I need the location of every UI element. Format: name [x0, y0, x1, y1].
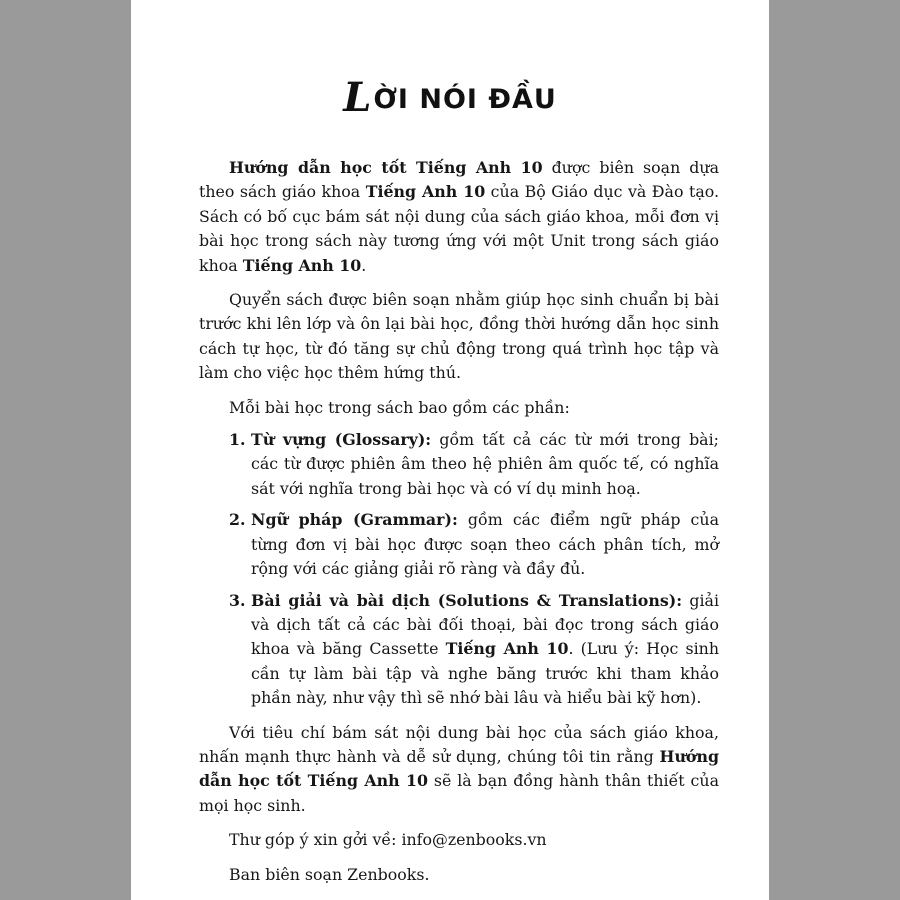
- text-span: được biên soạn dựa theo sách giáo khoa: [199, 158, 719, 202]
- text-span: .: [361, 255, 367, 275]
- paragraph-intro: [199, 156, 719, 278]
- list-item: [229, 508, 719, 581]
- contents-list: [229, 428, 719, 710]
- paragraph-contents-intro: Mỗi bài học trong sách bao gồm các phần:: [229, 397, 570, 417]
- book-title-bold: Hướng dẫn học tốt Tiếng Anh 10: [229, 158, 543, 177]
- book-page: [131, 0, 769, 900]
- list-heading: Từ vựng (Glossary):: [251, 430, 432, 450]
- list-text: gồm các điểm ngữ pháp của từng đơn vị bài học được soạn theo cách phân tích, mở rộng với các giảng giải rõ ràng và đầy đủ.: [251, 510, 719, 579]
- list-item: [229, 589, 719, 711]
- list-number: 1.: [229, 430, 246, 450]
- text-span: Với tiêu chí bám sát nội dung bài học của sách giáo khoa, nhấn mạnh thực hành và dễ sử dụng, chúng tôi tin rằng: [199, 722, 719, 766]
- list-bold: Tiếng Anh 10: [445, 639, 569, 659]
- book-name-bold: Tiếng Anh 10: [365, 182, 486, 202]
- title-rest: ỜI NÓI ĐẦU: [373, 84, 557, 115]
- list-heading: Ngữ pháp (Grammar):: [251, 510, 458, 530]
- paragraph-purpose: Quyển sách được biên soạn nhằm giúp học sinh chuẩn bị bài trước khi lên lớp và ôn lại bài học, đồng thời hướng dẫn học sinh cách tự học, từ đó tăng sự chủ động trong quá trình học tập và làm cho việc học thêm hứng thú.: [199, 290, 719, 383]
- paragraph-signature: Ban biên soạn Zenbooks.: [229, 864, 430, 884]
- text-span: của Bộ Giáo dục và Đào tạo. Sách có bố cục bám sát nội dung của sách giáo khoa, mỗi đơn vị bài học trong sách này tương ứng với một Unit trong sách giáo khoa: [199, 182, 720, 275]
- preface-body: [199, 156, 719, 887]
- paragraph-contact: Thư góp ý xin gởi về: info@zenbooks.vn: [229, 830, 547, 850]
- page-title: [131, 74, 769, 121]
- list-text: . (Lưu ý: Học sinh cần tự làm bài tập và nghe băng trước khi tham khảo phần này, như vậy thì sẽ nhớ bài lâu và hiểu bài kỹ hơn).: [251, 639, 720, 708]
- list-text: giải và dịch tất cả các bài đối thoại, bài đọc trong sách giáo khoa và băng Cassette: [251, 590, 719, 659]
- paragraph-conclusion: [199, 721, 719, 819]
- list-text: gồm tất cả các từ mới trong bài; các từ được phiên âm theo hệ phiên âm quốc tế, có nghĩa sát với nghĩa trong bài học và có ví dụ minh hoạ.: [251, 430, 719, 498]
- list-heading: Bài giải và bài dịch (Solutions & Translations):: [251, 590, 683, 610]
- list-number: 2.: [229, 510, 246, 530]
- book-name-bold: Tiếng Anh 10: [242, 255, 362, 275]
- text-span: sẽ là bạn đồng hành thân thiết của mọi học sinh.: [199, 771, 719, 815]
- title-initial: L: [343, 74, 373, 121]
- book-title-bold: Hướng dẫn học tốt Tiếng Anh 10: [199, 746, 719, 791]
- list-number: 3.: [229, 590, 246, 610]
- list-item: [229, 428, 719, 501]
